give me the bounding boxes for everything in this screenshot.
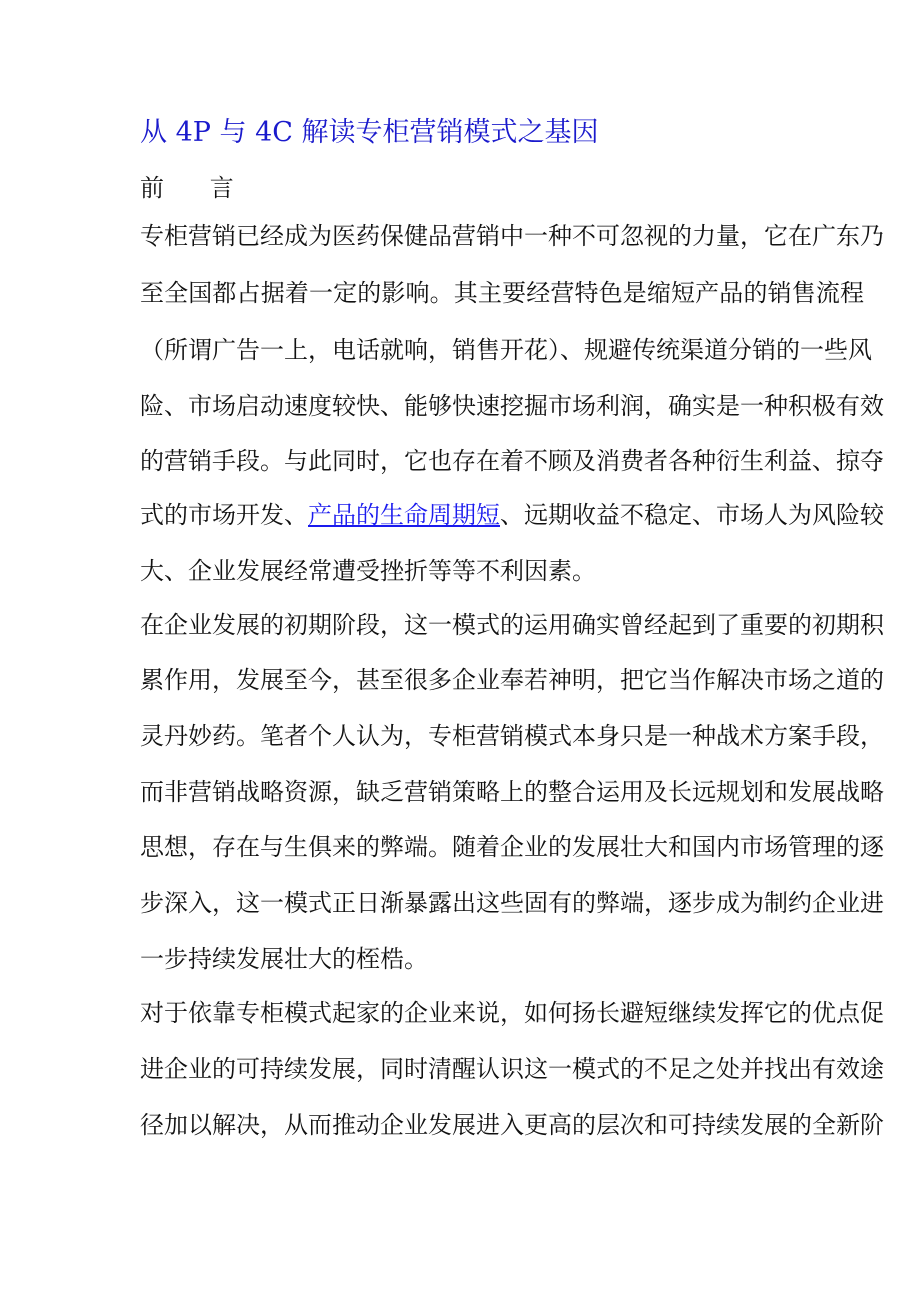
preface-heading: 前 言: [140, 174, 234, 202]
text-line: 对于依靠专柜模式起家的企业来说，如何扬长避短继续发挥它的优点促: [140, 999, 884, 1027]
text-line: 而非营销战略资源，缺乏营销策略上的整合运用及长远规划和发展战略: [140, 778, 884, 806]
text-line: [140, 500, 884, 530]
text-line: 的营销手段。与此同时，它也存在着不顾及消费者各种衍生利益、掠夺: [140, 447, 884, 475]
text-line: 步深入，这一模式正日渐暴露出这些固有的弊端，逐步成为制约企业进: [140, 889, 884, 917]
document-title: 从 4P 与 4C 解读专柜营销模式之基因: [140, 117, 599, 148]
text-line: 累作用，发展至今，甚至很多企业奉若神明，把它当作解决市场之道的: [140, 666, 884, 694]
text-segment: 式的市场开发、: [140, 501, 308, 529]
text-segment: 、远期收益不稳定、市场人为风险较: [500, 501, 884, 529]
text-line: 进企业的可持续发展，同时清醒认识这一模式的不足之处并找出有效途: [140, 1055, 884, 1083]
text-line: 径加以解决，从而推动企业发展进入更高的层次和可持续发展的全新阶: [140, 1111, 884, 1139]
text-line: 思想，存在与生俱来的弊端。随着企业的发展壮大和国内市场管理的逐: [140, 833, 884, 861]
product-lifecycle-link[interactable]: 产品的生命周期短: [308, 501, 500, 529]
text-line: （所谓广告一上，电话就响，销售开花）、规避传统渠道分销的一些风: [140, 336, 872, 364]
text-line: 大、企业发展经常遭受挫折等等不利因素。: [140, 557, 596, 585]
text-line: 专柜营销已经成为医药保健品营销中一种不可忽视的力量，它在广东乃: [140, 222, 884, 250]
text-line: 至全国都占据着一定的影响。其主要经营特色是缩短产品的销售流程: [140, 279, 864, 307]
text-line: 灵丹妙药。笔者个人认为，专柜营销模式本身只是一种战术方案手段，: [140, 722, 884, 750]
text-line: 一步持续发展壮大的桎梏。: [140, 945, 428, 973]
text-line: 险、市场启动速度较快、能够快速挖掘市场利润，确实是一种积极有效: [140, 392, 884, 420]
text-line: 在企业发展的初期阶段，这一模式的运用确实曾经起到了重要的初期积: [140, 611, 884, 639]
